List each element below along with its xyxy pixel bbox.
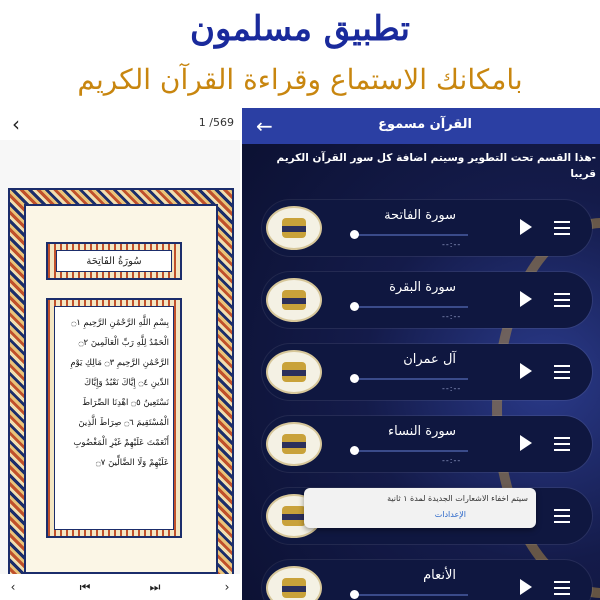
menu-icon[interactable] xyxy=(554,509,570,523)
seek-bar[interactable] xyxy=(352,594,468,596)
verse-line: أَنْعَمْتَ عَلَيْهِمْ غَيْرِ الْمَغْضُوبِ xyxy=(73,438,169,448)
surah-track-fatiha[interactable] xyxy=(262,200,592,256)
mushaf-reader xyxy=(0,108,240,600)
app-logo-icon xyxy=(266,422,322,466)
play-icon[interactable] xyxy=(520,579,532,595)
reader-topbar xyxy=(0,108,240,140)
development-notice: -هذا القسم تحت التطوير وسيتم اضافة كل سور القرآن الكريم قريبا xyxy=(276,152,596,180)
skip-next-icon[interactable]: ⏭ xyxy=(149,580,161,594)
track-time: --:-- xyxy=(442,384,462,393)
play-icon[interactable] xyxy=(520,291,532,307)
chevron-left-icon[interactable]: ‹ xyxy=(10,580,16,594)
menu-icon[interactable] xyxy=(554,221,570,235)
menu-icon[interactable] xyxy=(554,581,570,595)
play-icon[interactable] xyxy=(520,219,532,235)
surah-name: الأنعام xyxy=(423,568,456,583)
app-logo-icon xyxy=(266,278,322,322)
surah-name: سورة الفاتحة xyxy=(384,208,456,223)
promo-subtitle: بامكانك الاستماع وقراءة القرآن الكريم xyxy=(77,63,523,96)
app-logo-icon xyxy=(266,566,322,600)
verse-line: عَلَيْهِمْ وَلَا الضَّالِّينَ ۝٧ xyxy=(95,458,169,468)
chevron-right-icon[interactable]: › xyxy=(224,580,230,594)
seek-knob[interactable] xyxy=(350,446,359,455)
verse-line: الدِّينِ ۝٤ إِيَّاكَ نَعْبُدُ وَإِيَّاكَ xyxy=(84,378,169,388)
surah-track-nisa[interactable] xyxy=(262,416,592,472)
surah-track-anam[interactable] xyxy=(262,560,592,600)
seek-bar[interactable] xyxy=(352,234,468,236)
surah-track-baqara[interactable] xyxy=(262,272,592,328)
arrow-left-icon[interactable]: ← xyxy=(256,114,273,138)
toast-message: سيتم اخفاء الاشعارات الجديدة لمدة ١ ثانية xyxy=(387,494,528,503)
promo-title: تطبيق مسلمون xyxy=(189,9,411,49)
seek-bar[interactable] xyxy=(352,450,468,452)
verse-line: الْحَمْدُ لِلَّهِ رَبِّ الْعَالَمِينَ ۝٢ xyxy=(78,338,169,348)
play-icon[interactable] xyxy=(520,363,532,379)
seek-bar[interactable] xyxy=(352,306,468,308)
menu-icon[interactable] xyxy=(554,437,570,451)
toast-settings-link[interactable]: الإعدادات xyxy=(434,510,466,519)
track-time: --:-- xyxy=(442,456,462,465)
page-title: القرآن مسموع xyxy=(378,117,472,132)
app-bar xyxy=(242,108,600,144)
page-counter: 1 /569 xyxy=(198,116,234,129)
surah-track-imran[interactable] xyxy=(262,344,592,400)
skip-previous-icon[interactable]: ⏮ xyxy=(79,580,91,594)
seek-knob[interactable] xyxy=(350,302,359,311)
surah-header-frame xyxy=(46,242,182,280)
verse-line: بِسْمِ اللَّهِ الرَّحْمَٰنِ الرَّحِيمِ ۝١ xyxy=(71,318,169,328)
track-time: --:-- xyxy=(442,312,462,321)
verses-frame xyxy=(46,298,182,538)
audio-quran-screen xyxy=(242,108,600,600)
surah-name: سورة البقرة xyxy=(389,280,456,295)
app-logo-icon xyxy=(266,206,322,250)
seek-bar[interactable] xyxy=(352,378,468,380)
chevron-left-icon[interactable]: ‹ xyxy=(12,112,20,136)
surah-name: سورة النساء xyxy=(388,424,456,439)
seek-knob[interactable] xyxy=(350,230,359,239)
notification-toast xyxy=(304,488,536,528)
surah-name: آل عمران xyxy=(403,352,456,367)
reader-bottombar xyxy=(0,574,240,600)
seek-knob[interactable] xyxy=(350,590,359,599)
verse-line: الرَّحْمَٰنِ الرَّحِيمِ ۝٣ مَالِكِ يَوْمِ xyxy=(70,358,169,368)
seek-knob[interactable] xyxy=(350,374,359,383)
verse-line: الْمُسْتَقِيمَ ۝٦ صِرَاطَ الَّذِينَ xyxy=(78,418,169,428)
track-time: --:-- xyxy=(442,240,462,249)
menu-icon[interactable] xyxy=(554,293,570,307)
menu-icon[interactable] xyxy=(554,365,570,379)
mushaf-page xyxy=(8,188,234,590)
app-logo-icon xyxy=(266,350,322,394)
play-icon[interactable] xyxy=(520,435,532,451)
surah-header: سُورَةُ الفَاتِحَة xyxy=(56,250,172,272)
verses-text xyxy=(54,306,174,530)
verse-line: نَسْتَعِينُ ۝٥ اهْدِنَا الصِّرَاطَ xyxy=(82,398,169,408)
